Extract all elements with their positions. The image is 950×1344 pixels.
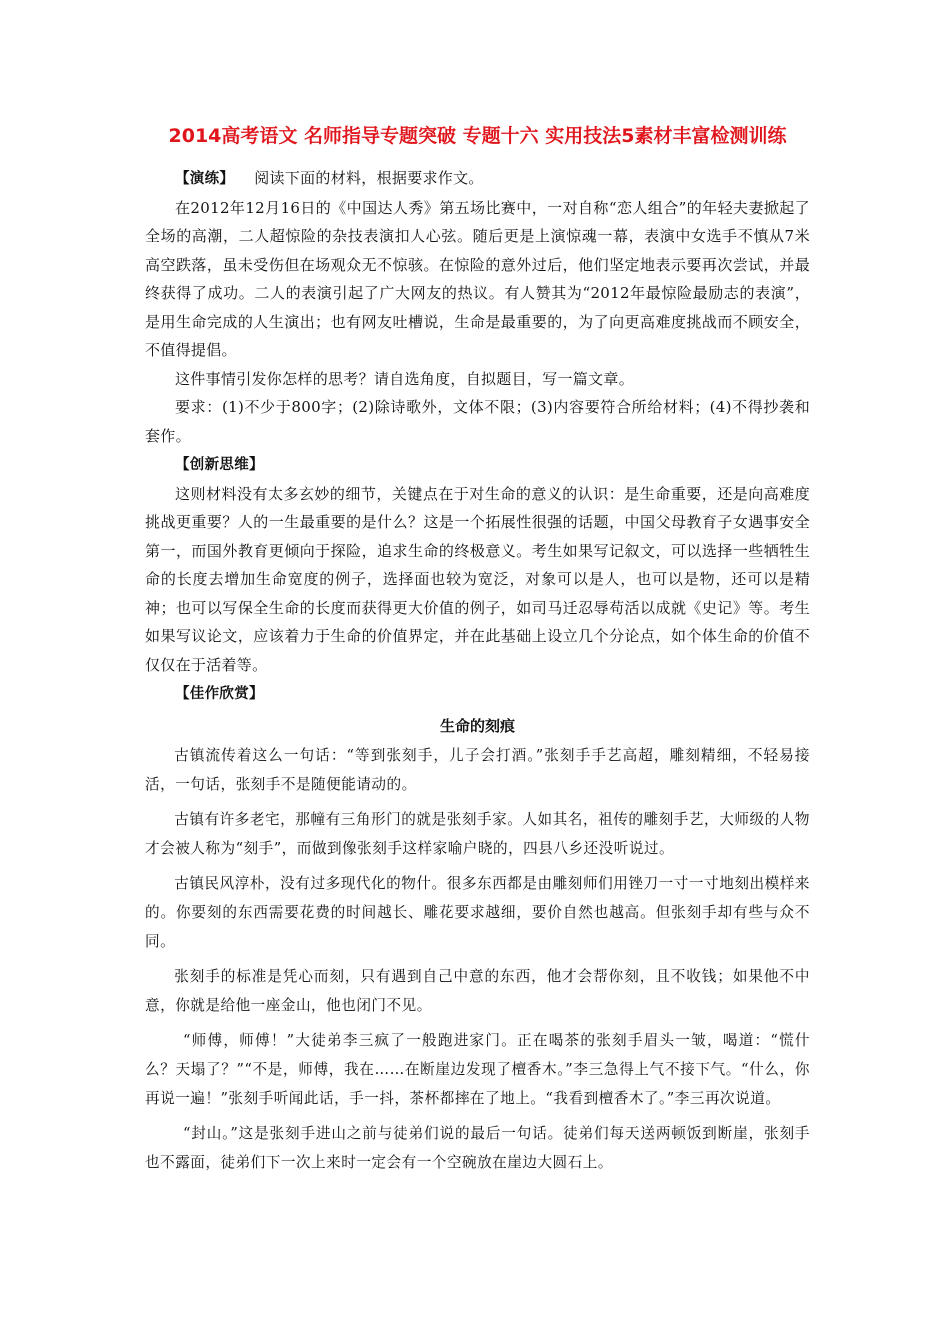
- essay-paragraph: 古镇民风淳朴，没有过多现代化的物什。很多东西都是由雕刻师们用锉刀一寸一寸地刻出模样来的。你要刻的东西需要花费的时间越长、雕花要求越细，要价自然也越高。但张刻手却有些与众不同。: [145, 874, 810, 950]
- drill-label: 【演练】: [175, 171, 235, 187]
- essay-paragraph: 古镇有许多老宅，那幢有三角形门的就是张刻手家。人如其名，祖传的雕刻手艺，大师级的人物才会被人称为“刻手”，而做到像张刻手这样家喻户晓的，四县八乡还没听说过。: [145, 810, 810, 857]
- essay-title: 生命的刻痕: [439, 716, 515, 735]
- essay-paragraph: 张刻手的标准是凭心而刻，只有遇到自己中意的东西，他才会帮你刻，且不收钱；如果他不中意，你就是给他一座金山，他也闭门不见。: [145, 967, 810, 1014]
- essay-paragraph: “师傅，师傅！”大徒弟李三疯了一般跑进家门。正在喝茶的张刻手眉头一皱，喝道：“慌什么？天塌了？”“不是，师傅，我在……在断崖边发现了檀香木。”李三急得上气不接下气。“什么，你再说一遍！”张刻手听闻此话，手一抖，茶杯都摔在了地上。“我看到檀香木了。”李三再次说道。: [145, 1031, 810, 1107]
- drill-paragraph: [145, 164, 810, 194]
- drill-instruction: 阅读下面的材料，根据要求作文。: [254, 169, 484, 187]
- prompt-paragraph: 这件事情引发你怎样的思考？请自选角度，自拟题目，写一篇文章。: [175, 369, 635, 388]
- innovation-heading: [145, 450, 810, 480]
- essay-paragraph: 古镇流传着这么一句话：“等到张刻手，儿子会打酒。”张刻手手艺高超，雕刻精细，不轻易接活，一句话，张刻手不是随便能请动的。: [145, 746, 810, 793]
- innovation-label: 【创新思维】: [175, 457, 264, 473]
- appreciation-heading: [145, 679, 810, 709]
- appreciation-label: 【佳作欣赏】: [175, 686, 264, 702]
- innovation-paragraph: 这则材料没有太多玄妙的细节，关键点在于对生命的意义的认识：是生命重要，还是向高难度挑战更重要？人的一生最重要的是什么？这是一个拓展性很强的话题，中国父母教育子女遇事安全第一，而国外教育更倾向于探险，追求生命的终极意义。考生如果写记叙文，可以选择一些牺牲生命的长度去增加生命宽度的例子，选择面也较为宽泛，对象可以是人，也可以是物，还可以是精神；也可以写保全生命的长度而获得更大价值的例子，如司马迁忍辱苟活以成就《史记》等。考生如果写议论文，应该着力于生命的价值界定，并在此基础上设立几个分论点，如个体生命的价值不仅仅在于活着等。: [145, 484, 810, 674]
- document-page: [145, 0, 810, 1177]
- essay-paragraph: “封山。”这是张刻手进山之前与徒弟们说的最后一句话。徒弟们每天送两顿饭到断崖，张刻手也不露面，徒弟们下一次上来时一定会有一个空碗放在崖边大圆石上。: [145, 1124, 810, 1171]
- requirements-paragraph: 要求：(1)不少于800字；(2)除诗歌外，文体不限；(3)内容要符合所给材料；(4)不得抄袭和套作。: [145, 398, 810, 445]
- material-paragraph: 在2012年12月16日的《中国达人秀》第五场比赛中，一对自称“恋人组合”的年轻夫妻掀起了全场的高潮，二人超惊险的杂技表演扣人心弦。随后更是上演惊魂一幕，表演中女选手不慎从7米高空跌落，虽未受伤但在场观众无不惊骇。在惊险的意外过后，他们坚定地表示要再次尝试，并最终获得了成功。二人的表演引起了广大网友的热议。有人赞其为“2012年最惊险最励志的表演”，是用生命完成的人生演出；也有网友吐槽说，生命是最重要的，为了向更高难度挑战而不顾安全，不值得提倡。: [145, 198, 810, 359]
- document-title: 2014高考语文 名师指导专题突破 专题十六 实用技法5素材丰富检测训练: [168, 125, 787, 147]
